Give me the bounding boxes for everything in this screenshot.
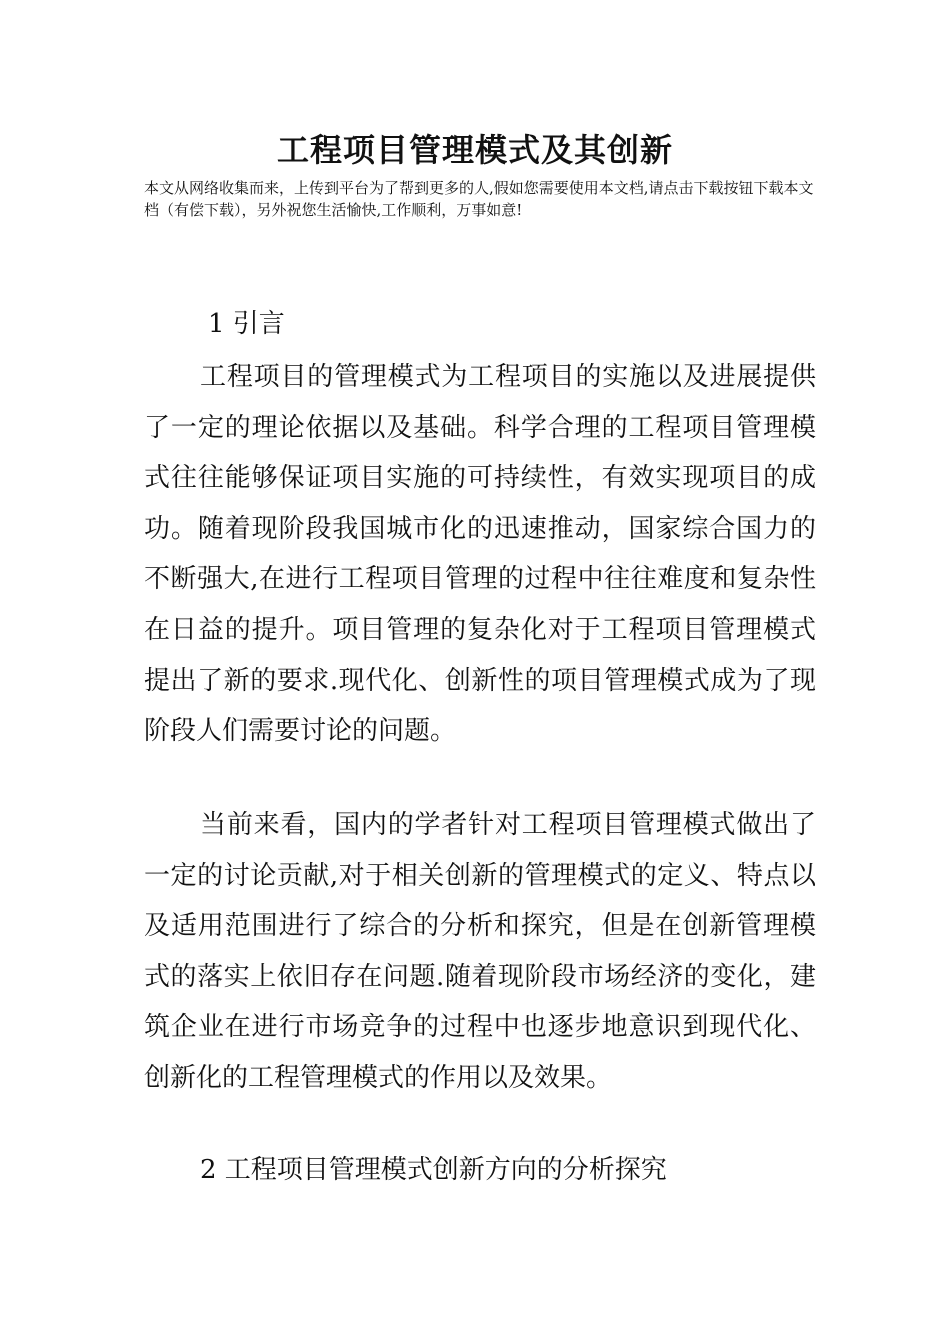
disclaimer-text: 本文从网络收集而来，上传到平台为了帮到更多的人,假如您需要使用本文档,请点击下载按钮下载本文档（有偿下载），另外祝您生活愉快,工作顺利，万事如意! (144, 179, 814, 219)
paragraph-1: 工程项目的管理模式为工程项目的实施以及进展提供了一定的理论依据以及基础。科学合理的工程项目管理模式往往能够保证项目实施的可持续性，有效实现项目的成功。随着现阶段我国城市化的迅速推动，国家综合国力的不断强大,在进行工程项目管理的过程中往往难度和复杂性在日益的提升。项目管理的复杂化对于工程项目管理模式提出了新的要求.现代化、创新性的项目管理模式成为了现阶段人们需要讨论的问题。 (144, 362, 816, 747)
document-title: 工程项目管理模式及其创新 (276, 131, 673, 169)
section-heading-2: 2 工程项目管理模式创新方向的分析探究 (200, 1155, 667, 1185)
section-heading-1: 1 引言 (208, 309, 285, 339)
paragraph-2: 当前来看，国内的学者针对工程项目管理模式做出了一定的讨论贡献,对于相关创新的管理模式的定义、特点以及适用范围进行了综合的分析和探究，但是在创新管理模式的落实上依旧存在问题.随着现阶段市场经济的变化，建筑企业在进行市场竞争的过程中也逐步地意识到现代化、创新化的工程管理模式的作用以及效果。 (144, 810, 816, 1093)
